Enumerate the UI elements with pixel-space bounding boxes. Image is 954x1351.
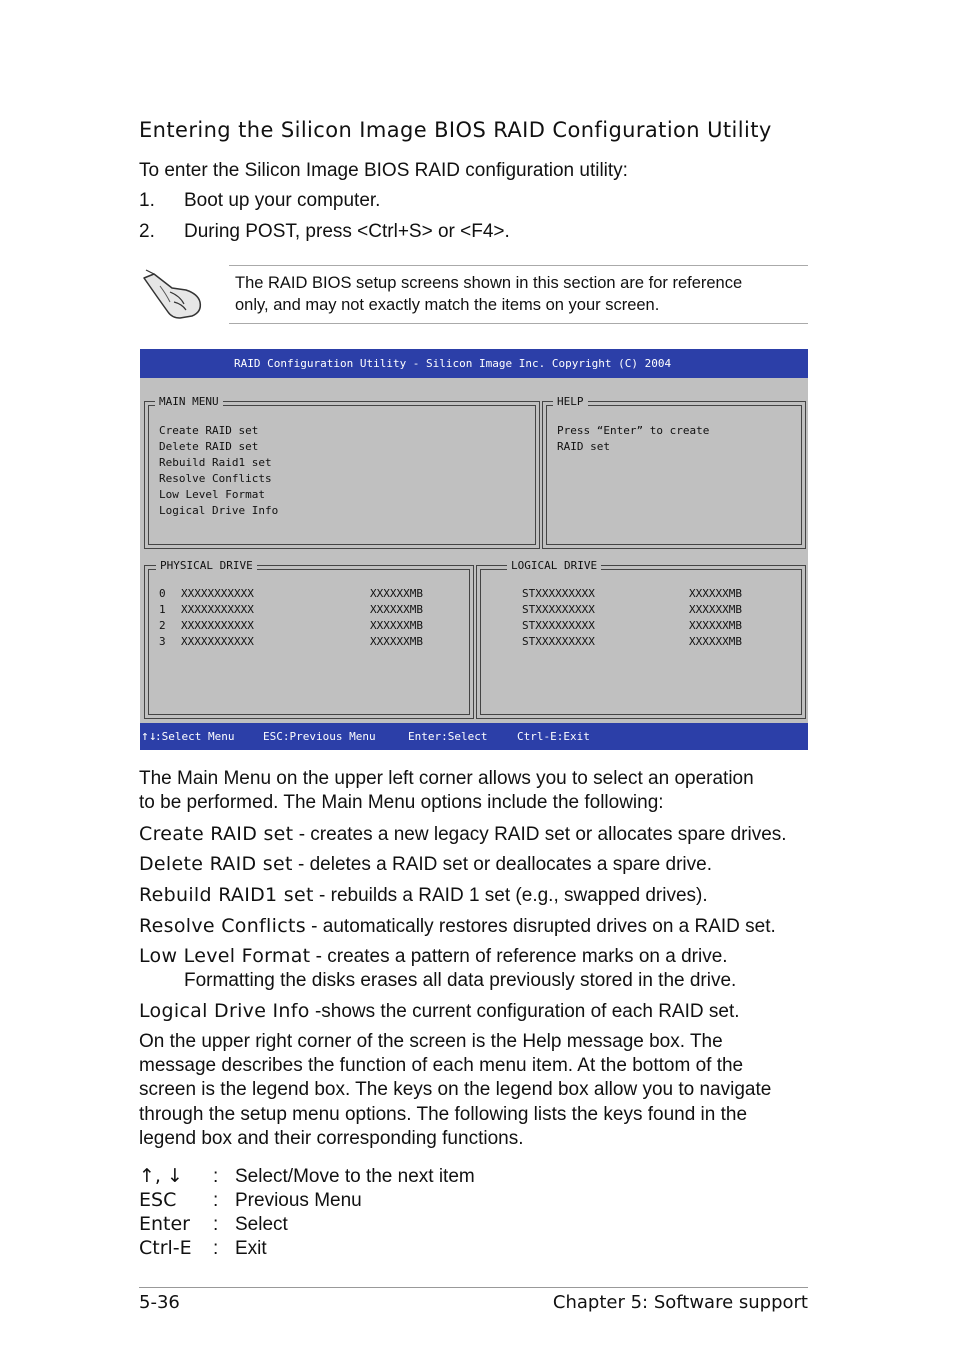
key-row-ctrl-e (139, 1236, 267, 1261)
logical-drive-name: STXXXXXXXXX (522, 587, 595, 600)
physical-drive-index: 1 (159, 603, 166, 616)
logical-drive-size: XXXXXXMB (689, 619, 742, 632)
logical-drive-size: XXXXXXMB (689, 603, 742, 616)
option-low-level-format (139, 944, 728, 969)
note-line-2: only, and may not exactly match the items on your screen. (235, 296, 660, 314)
key-name: ESC (139, 1189, 177, 1211)
help-panel (542, 395, 806, 549)
key-name: Ctrl-E (139, 1237, 192, 1259)
option-resolve-conflicts (139, 914, 776, 939)
physical-drive-index: 2 (159, 619, 166, 632)
option-low-level-format-desc-2: Formatting the disks erases all data previously stored in the drive. (184, 970, 737, 991)
bios-title: RAID Configuration Utility - Silicon Image Inc. Copyright (C) 2004 (234, 357, 672, 370)
help-desc-line-1: On the upper right corner of the screen is the Help message box. The (139, 1031, 723, 1052)
key-func: Exit (235, 1238, 267, 1259)
key-sep: : (213, 1166, 219, 1187)
main-menu-desc-line-2: to be performed. The Main Menu options include the following: (139, 792, 664, 813)
main-menu-desc-line-1: The Main Menu on the upper left corner allows you to select an operation (139, 768, 754, 789)
key-row-esc (139, 1188, 362, 1213)
key-row-arrows (139, 1164, 475, 1189)
option-term: Low Level Format (139, 945, 311, 967)
key-sep: : (213, 1238, 219, 1259)
physical-drive-name: XXXXXXXXXXX (181, 635, 254, 648)
logical-drive-size: XXXXXXMB (689, 587, 742, 600)
help-desc-line-5: legend box and their corresponding functions. (139, 1128, 524, 1149)
key-sep: : (213, 1214, 219, 1235)
physical-drive-name: XXXXXXXXXXX (181, 603, 254, 616)
option-desc: - automatically restores disrupted drives on a RAID set. (305, 916, 776, 937)
help-line-1: Press “Enter” to create (557, 424, 710, 437)
menu-resolve-conflicts[interactable]: Resolve Conflicts (159, 472, 272, 485)
bios-legend-bar (140, 723, 808, 750)
legend-ctrl-e: Ctrl-E:Exit (517, 730, 590, 743)
option-delete-raid-set (139, 852, 712, 877)
physical-drive-size: XXXXXXMB (370, 619, 423, 632)
menu-low-level-format[interactable]: Low Level Format (159, 488, 265, 501)
physical-drive-panel (144, 559, 474, 719)
logical-drive-size: XXXXXXMB (689, 635, 742, 648)
option-create-raid-set (139, 822, 787, 847)
step-2-number: 2. (139, 221, 155, 242)
help-label: HELP (553, 395, 588, 409)
hand-pointer-icon (140, 268, 206, 320)
menu-create-raid-set[interactable]: Create RAID set (159, 424, 259, 437)
menu-rebuild-raid1-set[interactable]: Rebuild Raid1 set (159, 456, 272, 469)
note-line-1: The RAID BIOS setup screens shown in this section are for reference (235, 274, 743, 292)
legend-esc: ESC:Previous Menu (263, 730, 376, 743)
key-row-enter (139, 1212, 288, 1237)
bios-title-bar (140, 349, 808, 378)
physical-drive-label: PHYSICAL DRIVE (156, 559, 257, 573)
physical-drive-index: 0 (159, 587, 166, 600)
help-line-2: RAID set (557, 440, 610, 453)
menu-logical-drive-info[interactable]: Logical Drive Info (159, 504, 279, 517)
option-term: Logical Drive Info (139, 1000, 310, 1022)
legend-enter: Enter:Select (408, 730, 488, 743)
key-func: Select (235, 1214, 288, 1235)
legend-select-menu: :Select Menu (155, 730, 235, 743)
logical-drive-panel (476, 559, 806, 719)
page-number: 5-36 (139, 1292, 180, 1313)
main-menu-panel (144, 395, 540, 549)
option-desc: - creates a pattern of reference marks on a drive. (310, 946, 728, 967)
key-name: Enter (139, 1213, 190, 1235)
physical-drive-size: XXXXXXMB (370, 603, 423, 616)
up-down-arrows-icon: ↑↓ (141, 729, 157, 744)
logical-drive-name: STXXXXXXXXX (522, 635, 595, 648)
option-desc: - creates a new legacy RAID set or allocates spare drives. (293, 824, 787, 845)
option-term: Rebuild RAID1 set (139, 884, 314, 906)
option-term: Create RAID set (139, 823, 294, 845)
key-sep: : (213, 1190, 219, 1211)
logical-drive-name: STXXXXXXXXX (522, 603, 595, 616)
help-desc-line-2: message describes the function of each menu item. At the bottom of the (139, 1055, 744, 1076)
physical-drive-name: XXXXXXXXXXX (181, 619, 254, 632)
help-desc-line-3: screen is the legend box. The keys on the legend box allow you to navigate (139, 1079, 772, 1100)
key-name: ↑, ↓ (139, 1165, 183, 1187)
option-logical-drive-info (139, 999, 740, 1024)
section-heading: Entering the Silicon Image BIOS RAID Configuration Utility (139, 118, 772, 142)
physical-drive-size: XXXXXXMB (370, 635, 423, 648)
physical-drive-name: XXXXXXXXXXX (181, 587, 254, 600)
note-bottom-rule (229, 323, 808, 324)
option-rebuild-raid1-set (139, 883, 708, 908)
option-desc: - rebuilds a RAID 1 set (e.g., swapped drives). (313, 885, 708, 906)
physical-drive-size: XXXXXXMB (370, 587, 423, 600)
key-func: Select/Move to the next item (235, 1166, 475, 1187)
option-desc: -shows the current configuration of each RAID set. (309, 1001, 740, 1022)
key-func: Previous Menu (235, 1190, 362, 1211)
step-1-number: 1. (139, 190, 155, 211)
intro-text: To enter the Silicon Image BIOS RAID configuration utility: (139, 160, 628, 181)
note-top-rule (229, 265, 808, 266)
option-term: Resolve Conflicts (139, 915, 306, 937)
help-desc-line-4: through the setup menu options. The following lists the keys found in the (139, 1104, 748, 1125)
logical-drive-name: STXXXXXXXXX (522, 619, 595, 632)
step-1-text: Boot up your computer. (184, 190, 381, 211)
chapter-title: Chapter 5: Software support (552, 1292, 808, 1313)
menu-delete-raid-set[interactable]: Delete RAID set (159, 440, 259, 453)
main-menu-label: MAIN MENU (155, 395, 223, 409)
raid-bios-screenshot (140, 349, 808, 750)
footer-rule (139, 1287, 808, 1288)
option-desc: - deletes a RAID set or deallocates a spare drive. (292, 854, 712, 875)
physical-drive-index: 3 (159, 635, 166, 648)
option-term: Delete RAID set (139, 853, 293, 875)
step-2-text: During POST, press <Ctrl+S> or <F4>. (184, 221, 510, 242)
logical-drive-label: LOGICAL DRIVE (507, 559, 601, 573)
